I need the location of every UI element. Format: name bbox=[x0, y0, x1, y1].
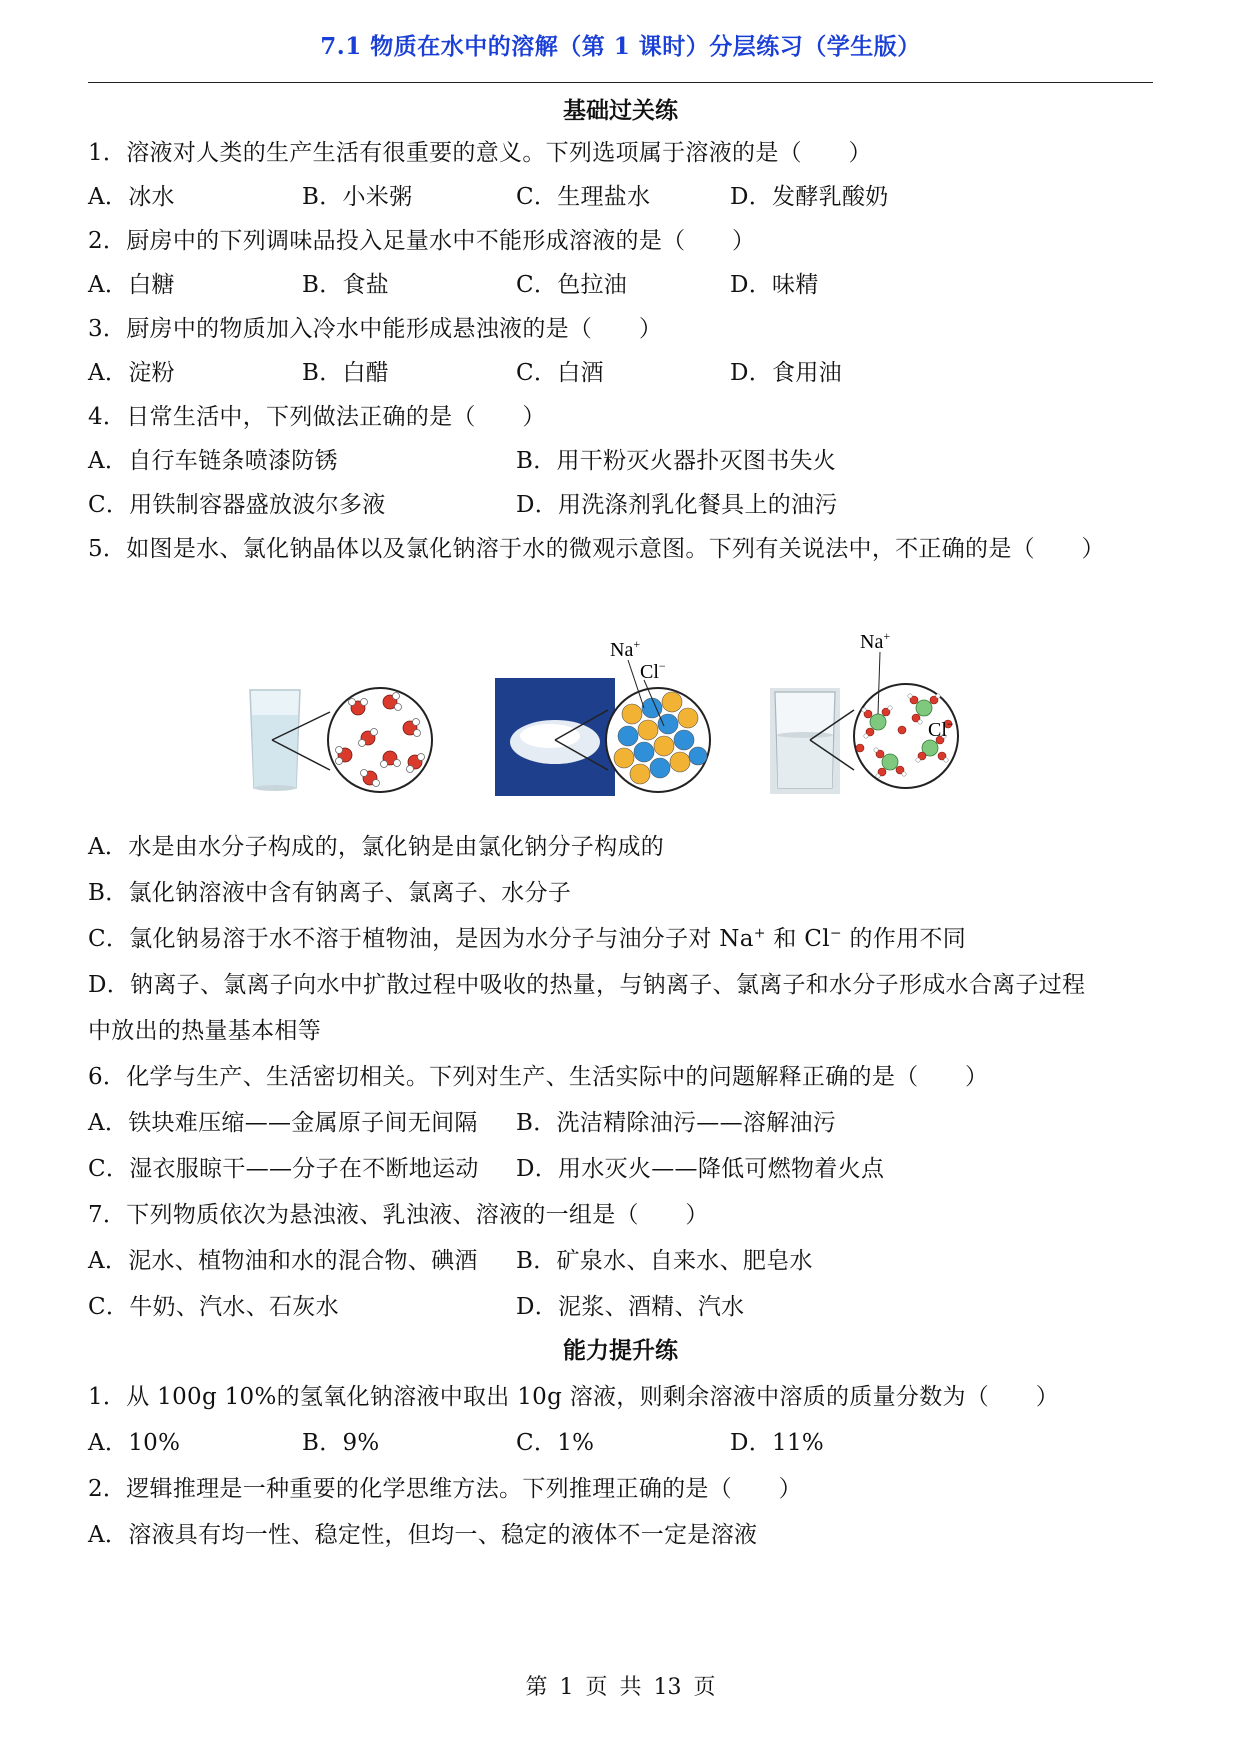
figure-label-na-hydrated-charge: + bbox=[883, 630, 891, 643]
water-molecules-magnified bbox=[328, 688, 432, 792]
question-3-option-b: B．白醋 bbox=[302, 360, 390, 386]
question-1-option-c: C．生理盐水 bbox=[516, 184, 651, 210]
question-3-option-a: A．淀粉 bbox=[88, 360, 175, 386]
advanced-question-1-option-a: A．10% bbox=[88, 1430, 181, 1456]
footer-word-ye: 页 bbox=[585, 1675, 608, 1700]
svg-text:Cl− bbox=[640, 659, 666, 683]
page-footer bbox=[0, 1670, 1241, 1701]
footer-current-page: 1 bbox=[559, 1675, 574, 1700]
header-divider bbox=[88, 82, 1153, 83]
question-1-option-b: B．小米粥 bbox=[302, 184, 413, 210]
salt-solution-beaker-photo bbox=[770, 688, 840, 794]
question-2-option-a: A．白糖 bbox=[88, 272, 175, 298]
svg-text:Na+ bbox=[860, 630, 890, 653]
chloride-ion-charge: − bbox=[829, 925, 842, 942]
figure-label-na-hydrated: Na bbox=[860, 631, 884, 653]
sodium-ion-charge: + bbox=[753, 925, 766, 942]
question-5-option-d-line-1: D．钠离子、氯离子向水中扩散过程中吸收的热量，与钠离子、氯离子和水分子形成水合离子过程 bbox=[88, 972, 1086, 998]
question-5-figure bbox=[240, 630, 1000, 800]
question-4-option-b: B．用干粉灭火器扑灭图书失火 bbox=[516, 448, 837, 474]
question-2-stem: 2．厨房中的下列调味品投入足量水中不能形成溶液的是（ ） bbox=[88, 228, 756, 254]
question-4-option-c: C．用铁制容器盛放波尔多液 bbox=[88, 492, 386, 518]
section-title-advanced: 能力提升练 bbox=[563, 1337, 678, 1364]
question-4-stem: 4．日常生活中，下列做法正确的是（ ） bbox=[88, 404, 546, 430]
question-7-option-c: C．牛奶、汽水、石灰水 bbox=[88, 1294, 339, 1320]
figure-label-na: Na bbox=[610, 639, 634, 661]
question-7-option-d: D．泥浆、酒精、汽水 bbox=[516, 1294, 745, 1320]
figure-label-cl: Cl bbox=[640, 661, 659, 683]
question-6-option-c: C．湿衣服晾干——分子在不断地运动 bbox=[88, 1156, 479, 1182]
question-7-option-a: A．泥水、植物油和水的混合物、碘酒 bbox=[88, 1248, 478, 1274]
figure-label-cl-hydrated-charge: − bbox=[946, 717, 954, 731]
question-1-stem: 1．溶液对人类的生产生活有很重要的意义。下列选项属于溶液的是（ ） bbox=[88, 140, 872, 166]
advanced-question-2-option-a: A．溶液具有均一性、稳定性，但均一、稳定的液体不一定是溶液 bbox=[88, 1522, 758, 1548]
question-6-option-a: A．铁块难压缩——金属原子间无间隔 bbox=[88, 1110, 478, 1136]
advanced-question-1-stem: 1．从 100g 10%的氢氧化钠溶液中取出 10g 溶液，则剩余溶液中溶质的质量分数为（ ） bbox=[88, 1384, 1060, 1410]
page-header-title: 7.1 物质在水中的溶解（第 1 课时）分层练习（学生版） bbox=[320, 33, 921, 60]
question-3-option-d: D．食用油 bbox=[730, 360, 842, 386]
advanced-question-2-stem: 2．逻辑推理是一种重要的化学思维方法。下列推理正确的是（ ） bbox=[88, 1476, 802, 1502]
question-7-option-b: B．矿泉水、自来水、肥皂水 bbox=[516, 1248, 813, 1274]
question-1-option-d: D．发酵乳酸奶 bbox=[730, 184, 889, 210]
footer-word-ye-2: 页 bbox=[693, 1675, 716, 1700]
footer-word-di: 第 bbox=[525, 1675, 548, 1700]
question-7-stem: 7．下列物质依次为悬浊液、乳浊液、溶液的一组是（ ） bbox=[88, 1202, 709, 1228]
question-5-option-b: B．氯化钠溶液中含有钠离子、氯离子、水分子 bbox=[88, 880, 572, 906]
footer-total-pages: 13 bbox=[653, 1675, 682, 1700]
question-2-option-b: B．食盐 bbox=[302, 272, 390, 298]
nacl-lattice-magnified bbox=[606, 688, 710, 792]
question-3-stem: 3．厨房中的物质加入冷水中能形成悬浊液的是（ ） bbox=[88, 316, 663, 342]
advanced-question-1-option-b: B．9% bbox=[302, 1430, 380, 1456]
question-1-option-a: A．冰水 bbox=[88, 184, 175, 210]
section-title-basic: 基础过关练 bbox=[563, 97, 678, 124]
question-2-option-d: D．味精 bbox=[730, 272, 819, 298]
question-5-stem: 5．如图是水、氯化钠晶体以及氯化钠溶于水的微观示意图。下列有关说法中，不正确的是（ ） bbox=[88, 536, 1105, 562]
question-4-option-d: D．用洗涤剂乳化餐具上的油污 bbox=[516, 492, 838, 518]
question-6-stem: 6．化学与生产、生活密切相关。下列对生产、生活实际中的问题解释正确的是（ ） bbox=[88, 1064, 989, 1090]
figure-label-na-charge: + bbox=[633, 637, 641, 651]
question-5-option-c-text-start: C．氯化钠易溶于水不溶于植物油，是因为水分子与油分子对 Na bbox=[88, 926, 754, 952]
question-3-option-c: C．白酒 bbox=[516, 360, 604, 386]
question-6-option-d: D．用水灭火——降低可燃物着火点 bbox=[516, 1156, 885, 1182]
water-glass-illustration bbox=[250, 690, 300, 791]
question-6-option-b: B．洗洁精除油污——溶解油污 bbox=[516, 1110, 837, 1136]
question-2-option-c: C．色拉油 bbox=[516, 272, 628, 298]
svg-text:Na+ bbox=[610, 637, 640, 661]
question-4-option-a: A．自行车链条喷漆防锈 bbox=[88, 448, 338, 474]
question-5-option-c bbox=[88, 920, 966, 953]
salt-crystal-photo bbox=[495, 678, 615, 796]
question-5-option-d-line-2: 中放出的热量基本相等 bbox=[88, 1018, 321, 1044]
advanced-question-1-option-c: C．1% bbox=[516, 1430, 595, 1456]
advanced-question-1-option-d: D．11% bbox=[730, 1430, 825, 1456]
figure-label-cl-charge: − bbox=[658, 659, 666, 673]
question-5-option-c-text-end: 的作用不同 bbox=[841, 926, 967, 952]
figure-label-cl-hydrated: Cl bbox=[928, 719, 947, 741]
question-5-option-c-text-mid: 和 Cl bbox=[765, 926, 830, 952]
question-5-option-a: A．水是由水分子构成的，氯化钠是由氯化钠分子构成的 bbox=[88, 834, 665, 860]
footer-word-gong: 共 bbox=[619, 1675, 642, 1700]
